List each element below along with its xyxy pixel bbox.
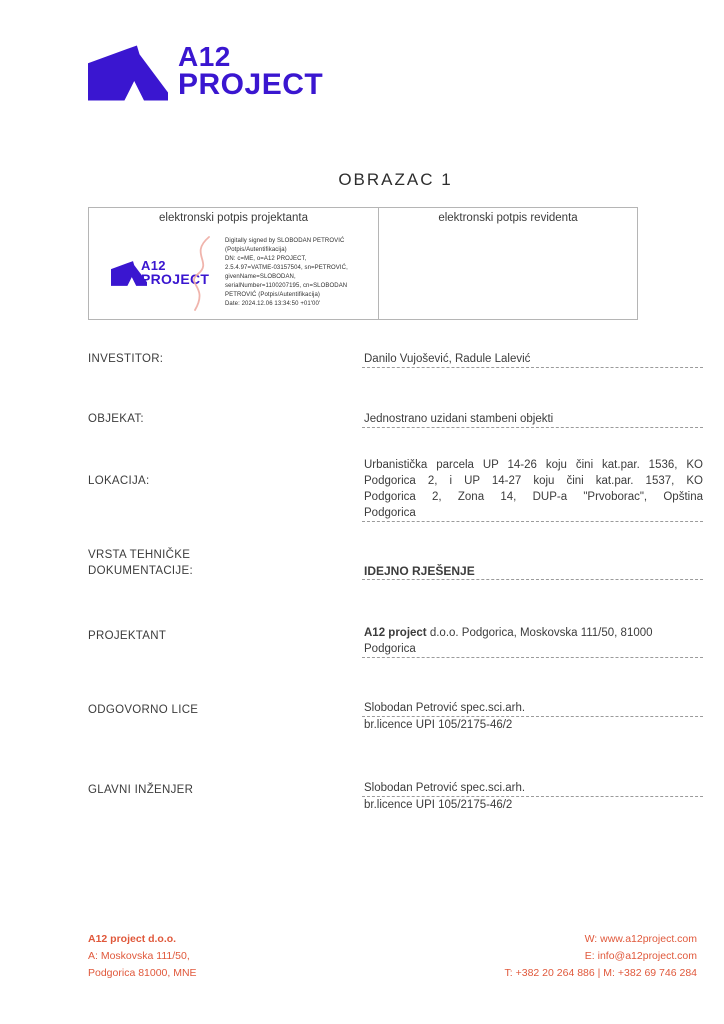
stamp-wordmark-line2: PROJECT [141,271,210,287]
odgovorno-label: ODGOVORNO LICE [88,704,199,716]
digital-signature-text-line: serialNumber=1100207195, cn=SLOBODAN [225,283,348,289]
odgovorno-name: Slobodan Petrović spec.sci.arh. [362,700,703,717]
objekat-value [362,411,703,428]
company-logo [88,38,338,108]
vrsta-value-text: IDEJNO RJEŠENJE [362,563,703,580]
digital-signature-text-line: DN: c=ME, o=A12 PROJECT, [225,256,307,262]
field-row-lokacija [88,457,703,527]
a12-logo-icon [88,42,168,104]
investitor-value [362,351,703,368]
designer-signature-cell [89,208,379,319]
projektant-company-bold: A12 project [364,627,427,639]
digital-signature-text-line: 2.5.4.97=VATME-03157504, sn=PETROVIĆ, [225,265,348,271]
glavni-label: GLAVNI INŽENJER [88,784,194,796]
lokacija-label: LOKACIJA: [88,475,150,487]
footer-address-line1: A: Moskovska 111/50, [88,950,190,962]
handwritten-signature-icon [185,234,217,316]
glavni-licence: br.licence UPI 105/2175-46/2 [364,799,513,811]
digital-signature-text-line: (Potpis/Autentifikacija) [225,247,287,253]
lokacija-value-text-line: Podgorica [364,507,416,519]
projektant-value [362,625,703,658]
objekat-value-text: Jednostrano uzidani stambeni objekti [362,411,703,428]
projektant-label: PROJEKTANT [88,630,167,642]
logo-wordmark [178,41,324,101]
digital-signature-text [225,237,373,309]
designer-signature-header: elektronski potpis projektanta [159,212,308,224]
glavni-name: Slobodan Petrović spec.sci.arh. [362,780,703,797]
investitor-value-text: Danilo Vujošević, Radule Lalević [362,351,703,368]
lokacija-value-text-line: Podgorica 2, Zona 14, DUP-a "Prvoborac", Opština [364,491,703,503]
lokacija-value [362,457,703,522]
stamp-wordmark-line1: A12 [141,258,166,273]
signature-table [88,207,638,320]
projektant-company-rest: d.o.o. Podgorica, Moskovska 111/50, 81000 Podgorica [364,627,653,655]
odgovorno-licence: br.licence UPI 105/2175-46/2 [364,719,513,731]
odgovorno-value [362,700,703,733]
field-row-glavni-inzenjer [88,780,703,816]
footer-company-block [88,931,197,982]
objekat-label: OBJEKAT: [88,413,144,425]
footer-contact-block [505,931,697,982]
lokacija-value-text-line: Podgorica 2, i UP 14-27 koju čini kat.par. 1537, KO [364,475,703,487]
vrsta-label [88,547,193,579]
vrsta-label-line1: VRSTA TEHNIČKE [88,549,191,561]
field-row-projektant [88,625,703,661]
logo-wordmark-line2: PROJECT [178,68,324,101]
footer-address-line2: Podgorica 81000, MNE [88,967,197,979]
footer-phones: T: +382 20 264 886 | M: +382 69 746 284 [504,967,697,979]
reviewer-signature-header: elektronski potpis revidenta [438,212,578,224]
glavni-value [362,780,703,813]
field-row-objekat [88,411,703,431]
digital-signature-text-line: givenName=SLOBODAN, [225,274,296,280]
investitor-label: INVESTITOR: [88,353,164,365]
logo-wordmark-line1: A12 [178,41,231,72]
page-title: OBRAZAC 1 [338,170,453,189]
field-row-vrsta-dokumentacije [88,547,703,583]
reviewer-signature-cell [379,208,637,319]
field-row-investitor [88,351,703,371]
digital-signature-text-line: PETROVIĆ (Potpis/Autentifikacija) [225,292,320,298]
vrsta-label-line2: DOKUMENTACIJE: [88,565,193,577]
digital-signature-text-line: Digitally signed by SLOBODAN PETROVIĆ [225,238,345,244]
projektant-value-text [362,625,703,658]
vrsta-value [362,563,703,580]
digital-signature-text-line: Date: 2024.12.06 13:34:50 +01'00' [225,301,321,307]
footer-company-name: A12 project d.o.o. [88,933,177,945]
lokacija-value-text [362,457,703,522]
lokacija-value-text-line: Urbanistička parcela UP 14-26 koju čini kat.par. 1536, KO [364,459,703,471]
field-row-odgovorno-lice [88,700,703,736]
footer-website: W: www.a12project.com [584,933,697,945]
footer-email: E: info@a12project.com [584,950,697,962]
